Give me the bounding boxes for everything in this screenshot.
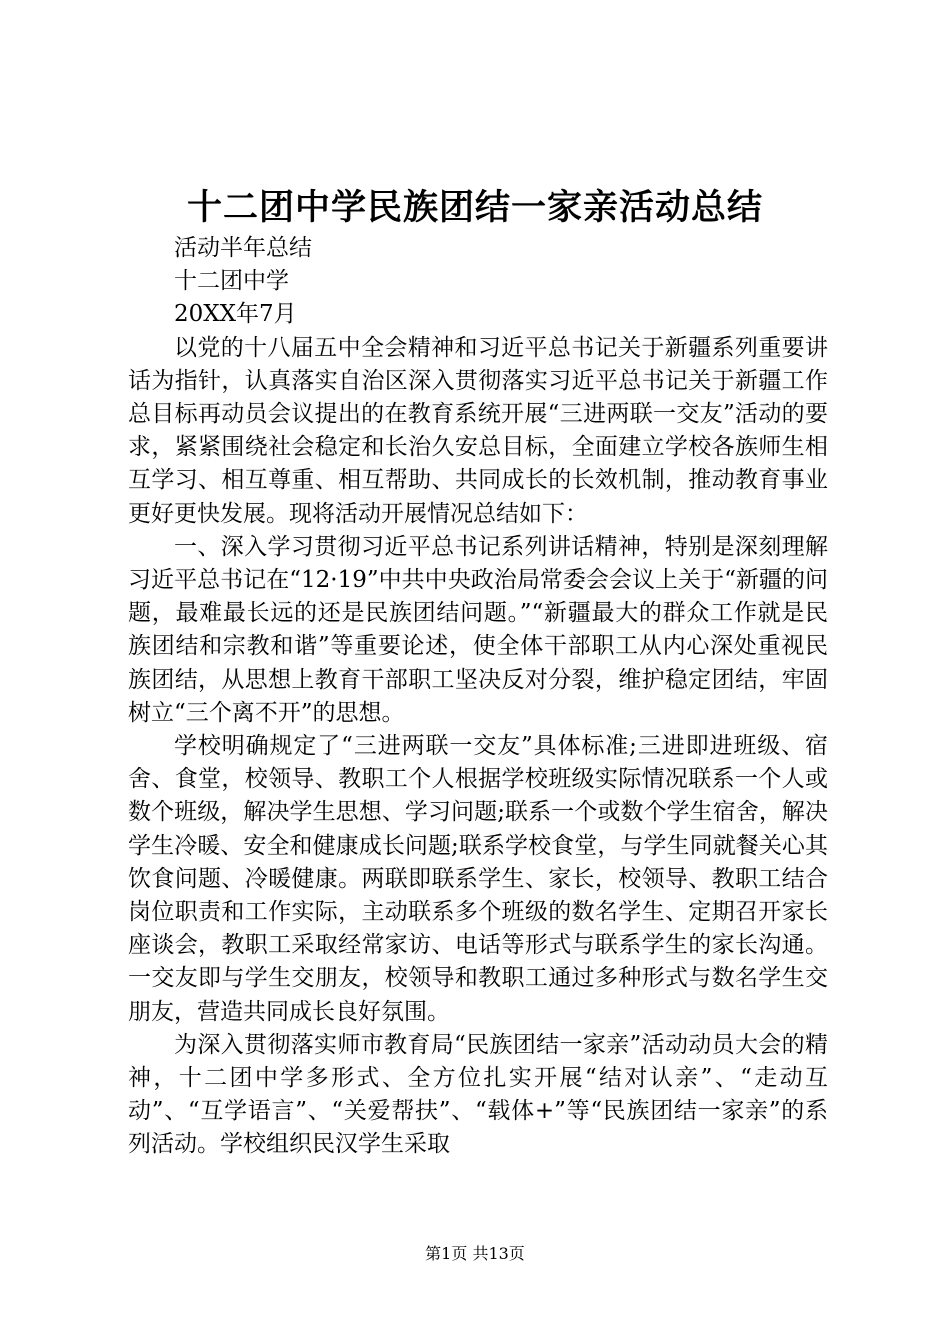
paragraph-section-1: 一、深入学习贯彻习近平总书记系列讲话精神，特别是深刻理解习近平总书记在“12·19”中共中央政治局常委会会议上关于“新疆的问题，最难最长远的还是民族团结问题。”“新疆最大的群众工作就是民族团结和宗教和谐”等重要论述，使全体干部职工从内心深处重视民族团结，从思想上教育干部职工坚决反对分裂，维护稳定团结，牢固树立“三个离不开”的思想。: [128, 533, 828, 726]
subtitle-line: 活动半年总结: [174, 235, 312, 261]
page-footer: 第1页 共13页: [425, 1244, 525, 1263]
paragraph-intro: 以党的十八届五中全会精神和习近平总书记关于新疆系列重要讲话为指针，认真落实自治区深入贯彻落实习近平总书记关于新疆工作总目标再动员会议提出的在教育系统开展“三进两联一交友”活动的要求，紧紧围绕社会稳定和长治久安总目标，全面建立学校各族师生相互学习、相互尊重、相互帮助、共同成长的长效机制，推动教育事业更好更快发展。现将活动开展情况总结如下：: [128, 334, 828, 527]
school-name-line: 十二团中学: [174, 268, 289, 295]
paragraph-activities: 为深入贯彻落实师市教育局“民族团结一家亲”活动动员大会的精神，十二团中学多形式、全方位扎实开展“结对认亲”、“走动互动”、“互学语言”、“关爱帮扶”、“载体+”等“民族团结一家亲”的系列活动。学校组织民汉学生采取: [128, 1031, 828, 1158]
document-title: 十二团中学民族团结一家亲活动总结: [186, 187, 763, 228]
date-line: 20XX年7月: [174, 301, 297, 328]
document-body: [128, 232, 828, 1162]
paragraph-standards: 学校明确规定了“三进两联一交友”具体标准;三进即进班级、宿舍、食堂，校领导、教职工个人根据学校班级实际情况联系一个人或数个班级，解决学生思想、学习问题;联系一个或数个学生宿舍，解决学生冷暖、安全和健康成长问题;联系学校食堂，与学生同就餐关心其饮食问题、冷暖健康。两联即联系学生、家长，校领导、教职工结合岗位职责和工作实际，主动联系多个班级的数名学生、定期召开家长座谈会，教职工采取经常家访、电话等形式与联系学生的家长沟通。一交友即与学生交朋友，校领导和教职工通过多种形式与数名学生交朋友，营造共同成长良好氛围。: [128, 733, 828, 1025]
